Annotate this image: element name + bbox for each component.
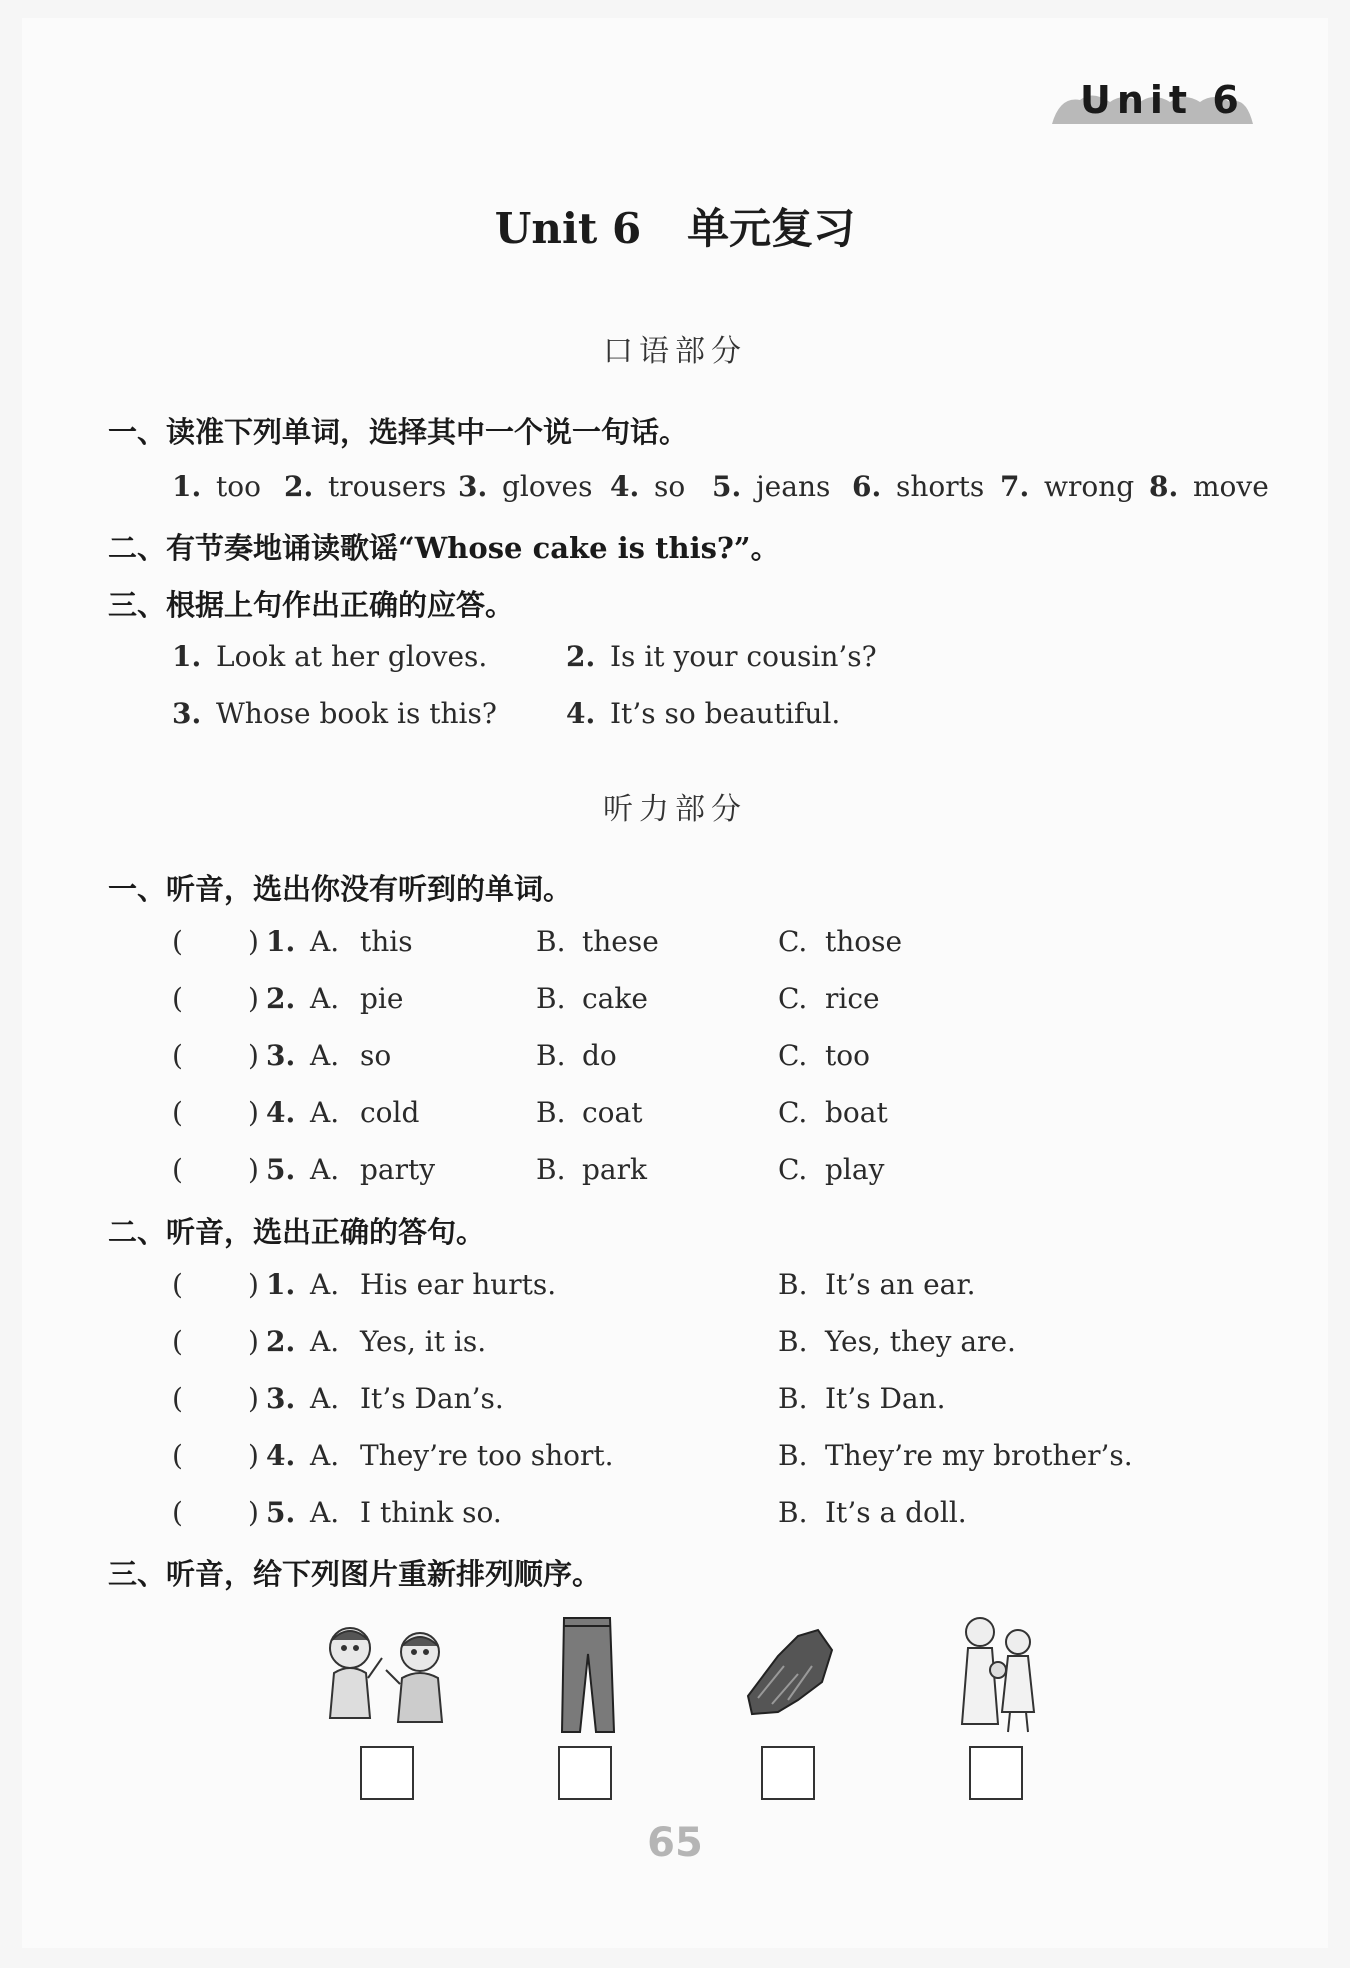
vocabulary-word: too [216, 470, 261, 503]
answer-blank[interactable] [186, 1153, 244, 1187]
item-number: 2. [566, 640, 596, 673]
item-number: 3. [172, 697, 202, 730]
question-number: 2. [266, 1325, 296, 1358]
question-number: 5. [266, 1496, 296, 1529]
option-letter: A. [310, 1439, 340, 1472]
option-b: It’s an ear. [825, 1268, 976, 1301]
page-number: 65 [647, 1820, 703, 1866]
vocabulary-word: move [1193, 470, 1269, 503]
title-unit: Unit 6 [494, 204, 642, 253]
mother-and-girl-picture [946, 1612, 1046, 1738]
answer-paren-close: ) [248, 1325, 259, 1358]
option-b: cake [582, 982, 648, 1015]
option-letter: A. [310, 925, 340, 958]
option-b: It’s a doll. [825, 1496, 967, 1529]
option-letter: C. [778, 1096, 808, 1129]
listening-subhead: 听力部分 [603, 792, 747, 827]
option-c: rice [825, 982, 880, 1015]
answer-paren-open: ( [172, 1382, 183, 1415]
option-c: play [825, 1153, 885, 1186]
option-letter: C. [778, 1153, 808, 1186]
song-title: “Whose cake is this?” [398, 531, 751, 565]
option-letter: B. [536, 1039, 566, 1072]
oral-section2-prefix: 二、有节奏地诵读歌谣 [108, 531, 399, 565]
sweater-picture [738, 1626, 838, 1722]
option-letter: A. [310, 1382, 340, 1415]
option-letter: A. [310, 1268, 340, 1301]
word-number: 5. [712, 470, 742, 503]
prompt-text: Is it your cousin’s? [610, 640, 877, 673]
option-b: It’s Dan. [825, 1382, 946, 1415]
answer-paren-open: ( [172, 925, 183, 958]
question-number: 2. [266, 982, 296, 1015]
option-letter: B. [778, 1439, 808, 1472]
option-letter: B. [536, 925, 566, 958]
answer-blank[interactable] [186, 1439, 244, 1473]
oral-section2-suffix: 。 [750, 531, 780, 565]
title-name: 单元复习 [687, 204, 856, 253]
option-a: so [360, 1039, 392, 1072]
answer-paren-open: ( [172, 1039, 183, 1072]
answer-paren-close: ) [248, 1039, 259, 1072]
option-letter: B. [536, 1096, 566, 1129]
question-number: 1. [266, 925, 296, 958]
unit-tab [1050, 78, 1255, 126]
option-c: too [825, 1039, 870, 1072]
answer-paren-close: ) [248, 1382, 259, 1415]
trousers-picture [552, 1614, 622, 1740]
vocabulary-word: so [654, 470, 686, 503]
answer-paren-close: ) [248, 1496, 259, 1529]
option-b: Yes, they are. [825, 1325, 1016, 1358]
option-a: His ear hurts. [360, 1268, 557, 1301]
option-a: They’re too short. [360, 1439, 614, 1472]
option-b: these [582, 925, 659, 958]
answer-blank[interactable] [186, 1039, 244, 1073]
option-a: this [360, 925, 413, 958]
answer-blank[interactable] [186, 1268, 244, 1302]
option-b: They’re my brother’s. [825, 1439, 1133, 1472]
item-number: 1. [172, 640, 202, 673]
answer-paren-close: ) [248, 925, 259, 958]
option-a: It’s Dan’s. [360, 1382, 504, 1415]
answer-blank[interactable] [186, 1496, 244, 1530]
option-b: coat [582, 1096, 643, 1129]
option-letter: C. [778, 982, 808, 1015]
answer-paren-open: ( [172, 1325, 183, 1358]
unit-tab-label: Unit 6 [1080, 78, 1245, 122]
oral-section1-heading: 一、读准下列单词，选择其中一个说一句话。 [108, 415, 689, 449]
option-c: boat [825, 1096, 888, 1129]
order-answer-box[interactable] [969, 1746, 1023, 1800]
answer-paren-open: ( [172, 1096, 183, 1129]
word-number: 7. [1000, 470, 1030, 503]
option-b: do [582, 1039, 617, 1072]
answer-paren-close: ) [248, 1096, 259, 1129]
option-letter: A. [310, 1039, 340, 1072]
oral-section2-heading [108, 526, 780, 567]
question-number: 3. [266, 1382, 296, 1415]
oral-section3-heading: 三、根据上句作出正确的应答。 [108, 588, 515, 622]
vocabulary-word: gloves [502, 470, 593, 503]
option-a: I think so. [360, 1496, 502, 1529]
option-letter: A. [310, 1096, 340, 1129]
option-letter: A. [310, 982, 340, 1015]
option-letter: A. [310, 1496, 340, 1529]
oral-subhead: 口语部分 [603, 334, 747, 369]
order-answer-box[interactable] [761, 1746, 815, 1800]
question-number: 3. [266, 1039, 296, 1072]
answer-paren-open: ( [172, 1496, 183, 1529]
answer-paren-close: ) [248, 1268, 259, 1301]
answer-paren-close: ) [248, 1153, 259, 1186]
page-title [0, 196, 1350, 256]
item-number: 4. [566, 697, 596, 730]
word-number: 6. [852, 470, 882, 503]
answer-blank[interactable] [186, 982, 244, 1016]
vocabulary-word: trousers [328, 470, 447, 503]
answer-paren-open: ( [172, 982, 183, 1015]
prompt-text: It’s so beautiful. [610, 697, 841, 730]
vocabulary-word: wrong [1044, 470, 1135, 503]
vocabulary-word: shorts [896, 470, 985, 503]
option-a: cold [360, 1096, 420, 1129]
answer-paren-open: ( [172, 1268, 183, 1301]
option-c: those [825, 925, 903, 958]
vocabulary-word: jeans [756, 470, 831, 503]
word-number: 3. [458, 470, 488, 503]
option-letter: A. [310, 1153, 340, 1186]
answer-blank[interactable] [186, 925, 244, 959]
order-answer-box[interactable] [558, 1746, 612, 1800]
option-a: pie [360, 982, 404, 1015]
answer-paren-close: ) [248, 982, 259, 1015]
option-letter: C. [778, 925, 808, 958]
option-letter: B. [778, 1496, 808, 1529]
question-number: 5. [266, 1153, 296, 1186]
option-letter: A. [310, 1325, 340, 1358]
listening-section2-heading: 二、听音，选出正确的答句。 [108, 1215, 486, 1249]
option-letter: C. [778, 1039, 808, 1072]
answer-paren-open: ( [172, 1439, 183, 1472]
answer-blank[interactable] [186, 1325, 244, 1359]
word-number: 8. [1149, 470, 1179, 503]
option-letter: B. [536, 1153, 566, 1186]
word-number: 2. [284, 470, 314, 503]
listening-section3-heading: 三、听音，给下列图片重新排列顺序。 [108, 1557, 602, 1591]
option-letter: B. [778, 1382, 808, 1415]
prompt-text: Whose book is this? [216, 697, 497, 730]
prompt-text: Look at her gloves. [216, 640, 488, 673]
answer-blank[interactable] [186, 1096, 244, 1130]
question-number: 1. [266, 1268, 296, 1301]
option-letter: B. [778, 1325, 808, 1358]
answer-paren-open: ( [172, 1153, 183, 1186]
order-answer-box[interactable] [360, 1746, 414, 1800]
question-number: 4. [266, 1096, 296, 1129]
option-a: Yes, it is. [360, 1325, 487, 1358]
option-a: party [360, 1153, 436, 1186]
option-letter: B. [778, 1268, 808, 1301]
answer-blank[interactable] [186, 1382, 244, 1416]
answer-paren-close: ) [248, 1439, 259, 1472]
word-number: 4. [610, 470, 640, 503]
listening-section1-heading: 一、听音，选出你没有听到的单词。 [108, 872, 573, 906]
option-letter: B. [536, 982, 566, 1015]
option-b: park [582, 1153, 647, 1186]
word-number: 1. [172, 470, 202, 503]
question-number: 4. [266, 1439, 296, 1472]
two-children-picture [310, 1618, 460, 1738]
